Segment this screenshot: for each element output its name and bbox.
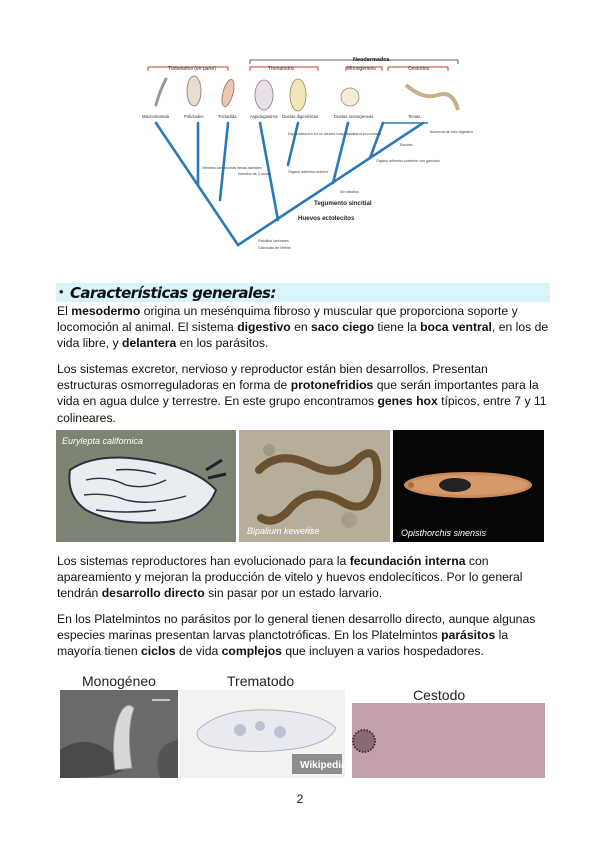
bold-term: delantera <box>122 336 177 351</box>
paragraph-reproductores <box>57 553 551 602</box>
label-neodermados: Neodermados <box>353 57 390 63</box>
text-run: El <box>57 304 72 318</box>
caption-eurylepta: Eurylepta californica <box>62 436 144 446</box>
text-run: Los sistemas excretor, nervioso y reproductor están bien desarrollos. Presentan estructuras osmorreguladoras en forma de <box>57 362 488 393</box>
taxon-duelas-monogeneas: Duelas monogeneas <box>334 114 374 119</box>
photo-trematodo <box>180 690 345 778</box>
text-run: con apareamiento y mejoran la producción de vitelo y huevos endolecíticos. Por lo general tendrán <box>57 554 523 601</box>
bold-term: genes hox <box>377 394 438 409</box>
heading-title: Características generales: <box>70 284 276 302</box>
text-run: en <box>290 320 312 335</box>
taxa-drawings <box>156 76 458 111</box>
annot-huevos: Huevos ectolecitos <box>298 215 355 222</box>
paragraph-parasitos <box>57 611 551 660</box>
caption-opisthorchis: Opisthorchis sinensis <box>401 528 487 538</box>
taxon-aspidogastrea: Aspidogastrea <box>250 114 278 119</box>
text-run: Los sistemas reproductores han evolucionado para la <box>57 554 350 568</box>
label-cestodo: Cestodo <box>413 687 466 703</box>
annot-rabditos: Rabditos laminares <box>258 239 289 243</box>
bold-term: protonefridios <box>290 378 374 393</box>
text-run: En los Platelmintos no parásitos por lo general tienen desarrollo directo, aunque algunas especies marinas presentan larvas planctotróficas. En los Platelmintos <box>57 612 536 643</box>
group-monogeneos: Monogeneos <box>347 66 376 72</box>
group-turbelarios: Turbelarios (en parte) <box>168 66 216 72</box>
annot-ausencia: Ausencia de tubo digestivo <box>430 130 473 134</box>
paragraph-sistemas <box>57 361 551 426</box>
annot-glandulas: Glándulas de Mehlis <box>258 246 291 250</box>
annot-especializacion: Especialización en un caracol hospedador <box>288 132 356 136</box>
text-run: tiene la <box>374 320 421 335</box>
annot-tegumento: Tegumento sincitial <box>314 200 372 207</box>
annot-intestino-3: Intestino de 3 ramas <box>238 172 271 176</box>
photo-opisthorchis <box>393 430 544 542</box>
annot-adhesivo-posterior: Órgano adhesivo posterior con ganchos <box>376 159 440 163</box>
photo-monogeneo <box>60 690 178 778</box>
taxon-tenias: Tenias <box>408 114 421 119</box>
bold-term: complejos <box>221 644 282 659</box>
text-run: típicos, entre 7 y 11 colineares. <box>57 394 547 425</box>
tree-branches <box>156 123 423 245</box>
text-run: que incluyen a varios hospedadores. <box>281 644 484 659</box>
label-trematodo: Trematodo <box>227 673 295 689</box>
text-run: origina un mesénquima fibroso y muscular que proporciona soporte y locomoción al animal. El sistema <box>57 304 518 335</box>
annot-sin-rabditos: Sin rabditos <box>340 190 359 194</box>
label-monogeneo: Monogéneo <box>82 673 156 689</box>
bold-term: ciclos <box>141 644 176 659</box>
bold-term: digestivo <box>237 320 291 335</box>
page-number: 2 <box>296 792 304 806</box>
heading-bullet: • <box>59 284 64 299</box>
paragraph-mesodermo <box>57 303 551 352</box>
taxon-tricladida: Tricladida <box>218 114 237 119</box>
bold-term: desarrollo directo <box>101 586 205 601</box>
text-run: sin pasar por un estado larvario. <box>204 586 383 601</box>
group-cestodos: Cestodos <box>408 66 430 72</box>
bold-term: fecundación interna <box>349 554 466 568</box>
text-run: que serán importantes para la vida en agua dulce y terrestre. En este grupo encontramos <box>57 378 539 409</box>
section-heading <box>56 283 550 302</box>
watermark-wikipedia: Wikipedia <box>300 760 347 771</box>
annot-intestino-ramas: Intestino con muchas ramas laterales <box>202 166 262 170</box>
bold-term: boca ventral <box>420 320 492 335</box>
text-run: en los parásitos. <box>176 336 269 351</box>
caption-bipalium: Bipalium kewense <box>247 526 320 536</box>
photo-cestodo <box>352 703 545 778</box>
annot-adhesivo-anterior: Órgano adhesivo anterior <box>288 170 329 174</box>
group-trematodos: Trematodos <box>268 66 295 72</box>
annot-larva: Larva encontrada <box>353 132 381 136</box>
phylogeny-figure <box>138 55 473 260</box>
annot-escolex: Escólex <box>400 143 413 147</box>
bold-term: parásitos <box>441 628 496 643</box>
bold-term: saco ciego <box>311 320 375 335</box>
photo-bipalium <box>239 430 390 542</box>
taxon-duelas-digeneticas: Duelas digenéticas <box>282 114 319 119</box>
text-run: de vida <box>175 644 222 659</box>
bold-term: mesodermo <box>71 304 141 318</box>
taxon-policlades: Policlades <box>184 114 204 119</box>
text-run: la mayoría tienen <box>57 628 509 659</box>
taxon-macrostomida: Macrostomida <box>142 114 169 119</box>
text-run: , en los de vida libre, y <box>57 320 549 351</box>
photo-eurylepta <box>56 430 236 542</box>
